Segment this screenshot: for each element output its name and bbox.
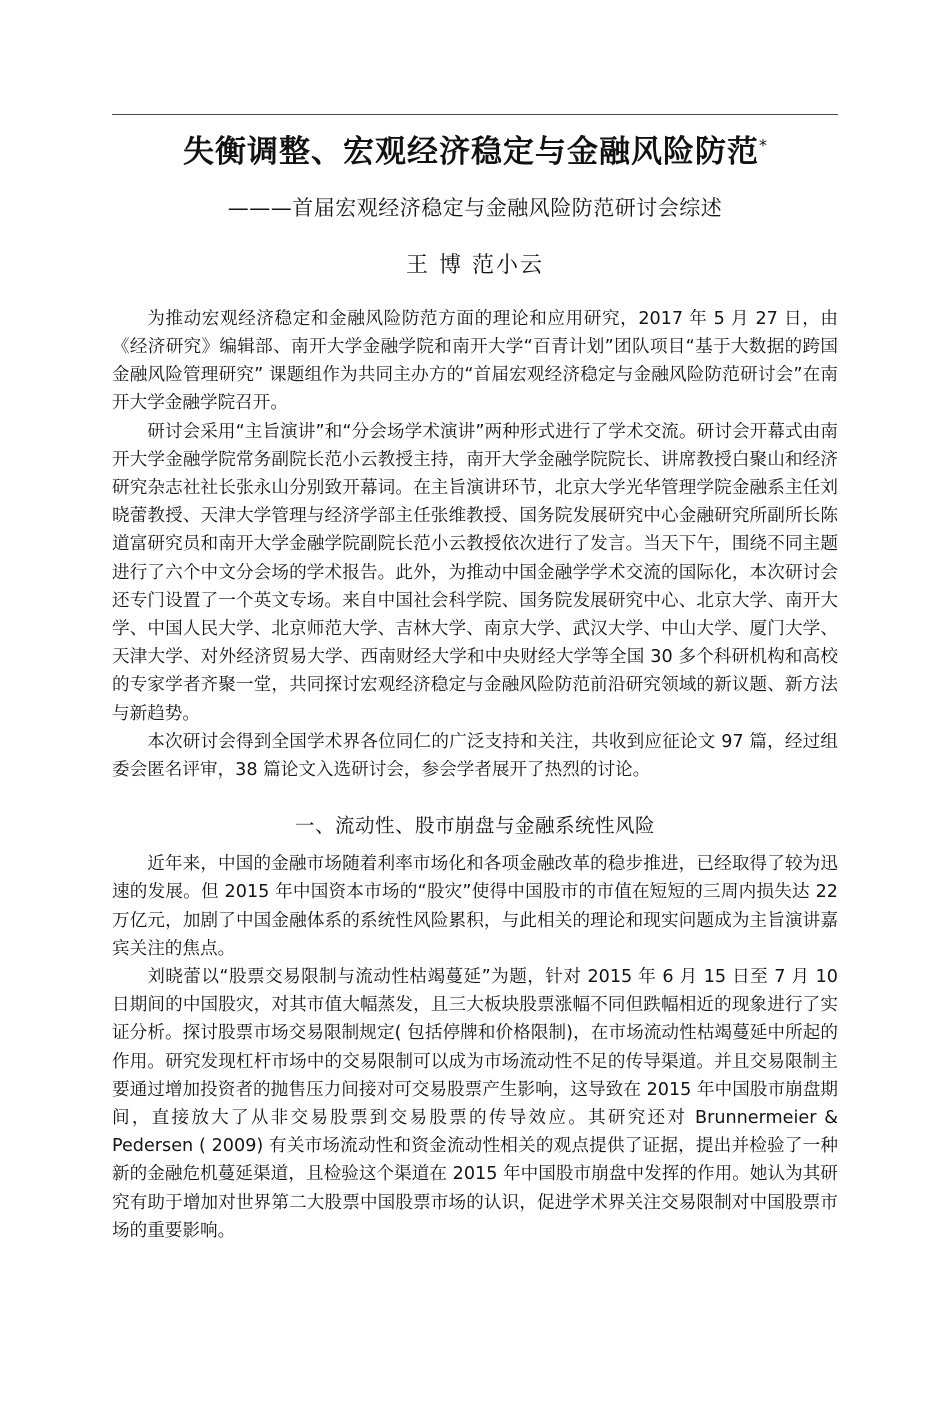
document-body: [112, 279, 838, 1245]
document-page: [0, 114, 950, 1404]
title-footnote-marker: *: [759, 135, 767, 155]
paragraph: 本次研讨会得到全国学术界各位同仁的广泛支持和关注，共收到应征论文 97 篇，经过组委会匿名评审，38 篇论文入选研讨会，参会学者展开了热烈的讨论。: [112, 731, 838, 780]
page-title-text: 失衡调整、宏观经济稳定与金融风险防范: [183, 134, 759, 170]
paragraph: 研讨会采用“主旨演讲”和“分会场学术演讲”两种形式进行了学术交流。研讨会开幕式由南开大学金融学院常务副院长范小云教授主持，南开大学金融学院院长、讲席教授白聚山和经济研究杂志社社长张永山分别致开幕词。在主旨演讲环节，北京大学光华管理学院金融系主任刘晓蕾教授、天津大学管理与经济学部主任张维教授、国务院发展研究中心金融研究所副所长陈道富研究员和南开大学金融学院副院长范小云教授依次进行了发言。当天下午，围绕不同主题进行了六个中文分会场的学术报告。此外，为推动中国金融学学术交流的国际化，本次研讨会还专门设置了一个英文专场。来自中国社会科学院、国务院发展研究中心、北京大学、南开大学、中国人民大学、北京师范大学、吉林大学、南京大学、武汉大学、中山大学、厦门大学、天津大学、对外经济贸易大学、西南财经大学和中央财经大学等全国 30 多个科研机构和高校的专家学者齐聚一堂，共同探讨宏观经济稳定与金融风险防范前沿研究领域的新议题、新方法与新趋势。: [112, 421, 838, 724]
paragraph: 刘晓蕾以“股票交易限制与流动性枯竭蔓延”为题，针对 2015 年 6 月 15 日至 7 月 10 日期间的中国股灾，对其市值大幅蒸发，且三大板块股票涨幅不同但跌幅相近的现象进行了实证分析。探讨股票市场交易限制规定( 包括停牌和价格限制)，在市场流动性枯竭蔓延中所起的作用。研究发现杠杆市场中的交易限制可以成为市场流动性不足的传导渠道。并且交易限制主要通过增加投资者的抛售压力间接对可交易股票产生影响，这导致在 2015 年中国股市崩盘期间，直接放大了从非交易股票到交易股票的传导效应。其研究还对 Brunnermeier & Pedersen ( 2009) 有关市场流动性和资金流动性相关的观点提供了证据，提出并检验了一种新的金融危机蔓延渠道，且检验这个渠道在 2015 年中国股市崩盘中发挥的作用。她认为其研究有助于增加对世界第二大股票中国股票市场的认识，促进学术界关注交易限制对中国股票市场的重要影响。: [112, 967, 838, 1241]
page-title: [112, 115, 838, 172]
paragraph: 近年来，中国的金融市场随着利率市场化和各项金融改革的稳步推进，已经取得了较为迅速的发展。但 2015 年中国资本市场的“股灾”使得中国股市的市值在短短的三周内损失达 22 万亿元，加剧了中国金融体系的系统性风险累积，与此相关的理论和现实问题成为主旨演讲嘉宾关注的焦点。: [112, 854, 838, 959]
author-line: 王 博 范小云: [406, 252, 544, 278]
paragraph: 为推动宏观经济稳定和金融风险防范方面的理论和应用研究，2017 年 5 月 27 日，由《经济研究》编辑部、南开大学金融学院和南开大学“百青计划”团队项目“基于大数据的跨国金融风险管理研究” 课题组作为共同主办方的“首届宏观经济稳定与金融风险防范研讨会”在南开大学金融学院召开。: [112, 308, 838, 414]
section-heading-1: 一、流动性、股市崩盘与金融系统性风险: [294, 814, 655, 838]
page-subtitle: ———首届宏观经济稳定与金融风险防范研讨会综述: [227, 195, 723, 220]
